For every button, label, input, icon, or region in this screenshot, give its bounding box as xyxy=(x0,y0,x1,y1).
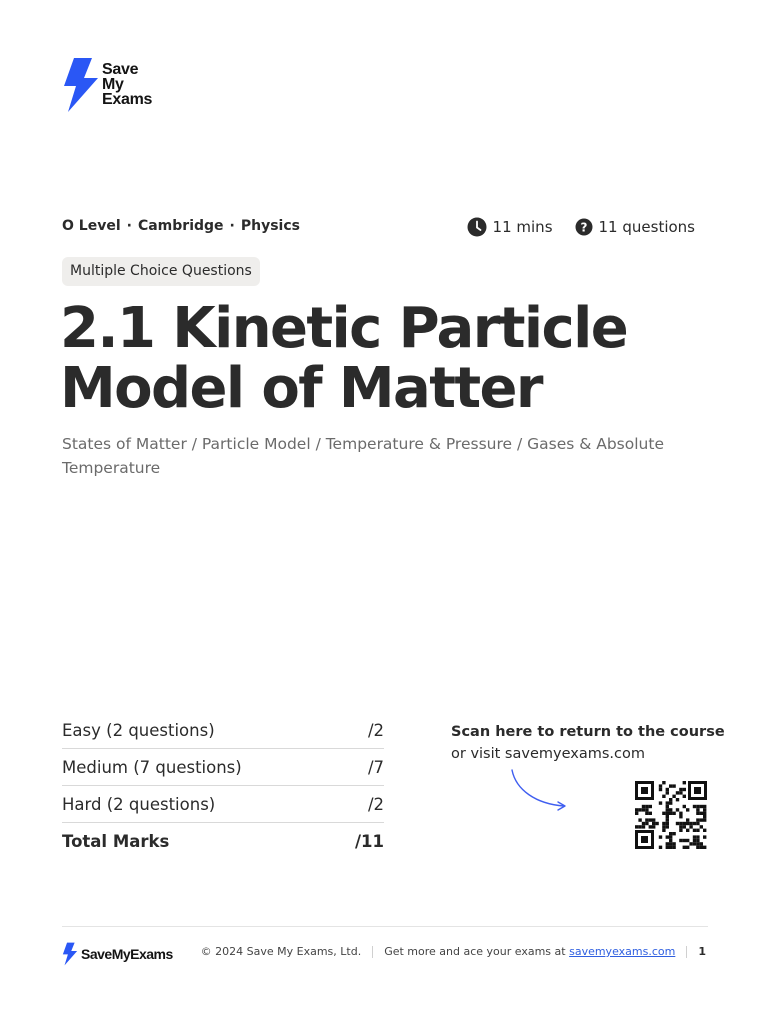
footer-promo xyxy=(384,945,675,958)
qr-module xyxy=(666,815,669,818)
brand-logo-line: Exams xyxy=(102,91,153,108)
footer-separator xyxy=(372,946,373,958)
qr-module xyxy=(700,846,703,849)
qr-module xyxy=(666,818,669,821)
qr-module xyxy=(696,829,699,832)
qr-module xyxy=(652,825,655,828)
qr-module xyxy=(693,805,696,808)
qr-module xyxy=(666,835,669,838)
qr-module xyxy=(672,812,675,815)
qr-module xyxy=(696,842,699,845)
qr-module xyxy=(689,822,692,825)
qr-module xyxy=(635,808,638,811)
marks-row-medium xyxy=(62,749,384,786)
lightning-bolt-icon xyxy=(62,942,78,966)
marks-row-total xyxy=(62,823,384,859)
qr-module xyxy=(696,822,699,825)
marks-row-label: Hard (2 questions) xyxy=(62,794,216,814)
qr-module xyxy=(659,835,662,838)
qr-module xyxy=(700,812,703,815)
qr-module xyxy=(696,839,699,842)
footer-brand-name: SaveMyExams xyxy=(81,946,173,962)
qr-module xyxy=(672,795,675,798)
qr-module xyxy=(700,825,703,828)
qr-module xyxy=(686,808,689,811)
qr-module xyxy=(666,846,669,849)
qr-module xyxy=(669,832,672,835)
qr-module xyxy=(666,822,669,825)
qr-module xyxy=(666,842,669,845)
copyright-text: © 2024 Save My Exams, Ltd. xyxy=(200,945,362,958)
qr-module xyxy=(703,829,706,832)
qr-module xyxy=(672,846,675,849)
qr-module xyxy=(666,801,669,804)
marks-row-value: /2 xyxy=(367,794,384,814)
qr-module xyxy=(693,835,696,838)
qr-module xyxy=(662,812,665,815)
qr-module xyxy=(669,812,672,815)
qr-module xyxy=(689,825,692,828)
website-link[interactable]: savemyexams.com xyxy=(569,945,676,958)
qr-module xyxy=(696,846,699,849)
qr-module xyxy=(676,808,679,811)
qr-module xyxy=(659,846,662,849)
qr-module xyxy=(638,825,641,828)
footer-logo xyxy=(62,942,173,966)
footer-info xyxy=(201,945,706,958)
qr-module xyxy=(683,822,686,825)
exam-info xyxy=(467,217,695,237)
qr-module xyxy=(669,808,672,811)
qr-module xyxy=(686,829,689,832)
marks-row-hard xyxy=(62,786,384,823)
qr-module xyxy=(666,788,669,791)
breadcrumb-separator: · xyxy=(126,218,132,234)
qr-module xyxy=(652,822,655,825)
qr-module xyxy=(669,801,672,804)
qr-module xyxy=(703,818,706,821)
qr-module xyxy=(652,818,655,821)
qr-module xyxy=(693,829,696,832)
qr-module xyxy=(662,825,665,828)
qr-module xyxy=(686,846,689,849)
breadcrumb-board: Cambridge xyxy=(137,218,224,234)
qr-module xyxy=(686,839,689,842)
breadcrumb xyxy=(62,218,300,234)
qr-module xyxy=(642,825,645,828)
qr-module xyxy=(659,788,662,791)
qr-module xyxy=(666,805,669,808)
footer-separator xyxy=(686,946,687,958)
duration-text: 11 mins xyxy=(492,218,553,236)
qr-module xyxy=(638,808,641,811)
qr-module xyxy=(683,781,686,784)
qr-module xyxy=(689,842,692,845)
qr-module xyxy=(638,818,641,821)
qr-module xyxy=(649,818,652,821)
promo-text: Get more and ace your exams at xyxy=(384,945,566,958)
qr-module xyxy=(635,825,638,828)
qr-module xyxy=(686,818,689,821)
qr-module xyxy=(662,822,665,825)
qr-module xyxy=(696,808,699,811)
qr-module xyxy=(700,805,703,808)
qr-module xyxy=(679,791,682,794)
qr-module xyxy=(662,829,665,832)
brand-logo-text xyxy=(102,62,152,107)
lightning-bolt-icon xyxy=(62,58,100,112)
qr-module xyxy=(662,781,665,784)
marks-row-label: Medium (7 questions) xyxy=(62,757,242,777)
qr-module xyxy=(696,805,699,808)
qr-module xyxy=(649,825,652,828)
qr-module xyxy=(683,839,686,842)
qr-module xyxy=(679,825,682,828)
page-title: 2.1 Kinetic Particle Model of Matter xyxy=(60,296,628,421)
qr-module xyxy=(676,791,679,794)
qr-module xyxy=(666,791,669,794)
questions-info xyxy=(575,218,695,236)
qr-module xyxy=(642,808,645,811)
qr-module xyxy=(683,795,686,798)
qr-module xyxy=(679,839,682,842)
qr-module xyxy=(645,805,648,808)
marks-row-value: /2 xyxy=(367,720,384,740)
qr-module xyxy=(679,788,682,791)
qr-module xyxy=(683,788,686,791)
qr-code-icon[interactable] xyxy=(634,780,708,850)
marks-row-value: /7 xyxy=(367,757,384,777)
qr-module xyxy=(693,822,696,825)
qr-module xyxy=(669,798,672,801)
qr-module xyxy=(696,818,699,821)
qr-module xyxy=(666,825,669,828)
qr-module xyxy=(683,825,686,828)
qr-module xyxy=(683,805,686,808)
brand-logo-line: Save xyxy=(102,61,139,78)
qr-module xyxy=(700,842,703,845)
qr-module xyxy=(679,822,682,825)
qr-module xyxy=(703,812,706,815)
qr-module xyxy=(642,822,645,825)
page-number: 1 xyxy=(698,945,706,958)
scan-title: Scan here to return to the course xyxy=(451,724,725,740)
qr-module xyxy=(666,808,669,811)
qr-module xyxy=(645,822,648,825)
brand-logo xyxy=(62,58,172,114)
topic-list: States of Matter / Particle Model / Temperature & Pressure / Gases & Absolute Temperature xyxy=(62,435,664,477)
qr-module xyxy=(645,808,648,811)
qr-module xyxy=(703,846,706,849)
qr-module xyxy=(669,835,672,838)
marks-table xyxy=(62,712,384,859)
breadcrumb-subject: Physics xyxy=(240,218,300,234)
qr-module xyxy=(669,846,672,849)
qr-module xyxy=(642,805,645,808)
qr-module xyxy=(683,846,686,849)
breadcrumb-separator: · xyxy=(229,218,235,234)
qr-module xyxy=(672,784,675,787)
qr-module xyxy=(676,798,679,801)
total-marks-value: /11 xyxy=(355,831,384,851)
qr-module xyxy=(679,812,682,815)
qr-module xyxy=(669,784,672,787)
qr-module xyxy=(655,822,658,825)
question-circle-icon xyxy=(575,218,593,236)
qr-module xyxy=(662,795,665,798)
total-marks-label: Total Marks xyxy=(62,831,170,851)
breadcrumb-level: O Level xyxy=(62,218,121,234)
marks-row-easy xyxy=(62,712,384,749)
qr-module xyxy=(635,812,638,815)
qr-module xyxy=(693,842,696,845)
qr-module xyxy=(679,829,682,832)
clock-icon xyxy=(467,217,487,237)
qr-module xyxy=(700,818,703,821)
qr-module xyxy=(703,805,706,808)
duration-info xyxy=(467,217,553,237)
question-type-badge: Multiple Choice Questions xyxy=(62,257,260,286)
qr-module xyxy=(659,801,662,804)
qr-module xyxy=(666,812,669,815)
qr-module xyxy=(645,818,648,821)
qr-module xyxy=(659,784,662,787)
curved-arrow-icon xyxy=(506,766,572,812)
scan-subtitle: or visit savemyexams.com xyxy=(451,746,645,762)
questions-count-text: 11 questions xyxy=(598,218,695,236)
qr-module xyxy=(693,839,696,842)
footer-divider xyxy=(62,926,708,927)
qr-module xyxy=(696,812,699,815)
qr-module xyxy=(686,822,689,825)
qr-module xyxy=(703,808,706,811)
brand-logo-line: My xyxy=(102,76,124,93)
qr-module xyxy=(672,842,675,845)
qr-module xyxy=(679,815,682,818)
qr-module xyxy=(649,805,652,808)
svg-text:?: ? xyxy=(580,220,587,235)
qr-module xyxy=(669,839,672,842)
qr-module xyxy=(703,835,706,838)
qr-module xyxy=(672,832,675,835)
qr-module xyxy=(669,842,672,845)
qr-module xyxy=(696,835,699,838)
qr-module xyxy=(645,812,648,815)
qr-module xyxy=(703,815,706,818)
qr-module xyxy=(676,822,679,825)
marks-row-label: Easy (2 questions) xyxy=(62,720,215,740)
qr-module xyxy=(649,812,652,815)
